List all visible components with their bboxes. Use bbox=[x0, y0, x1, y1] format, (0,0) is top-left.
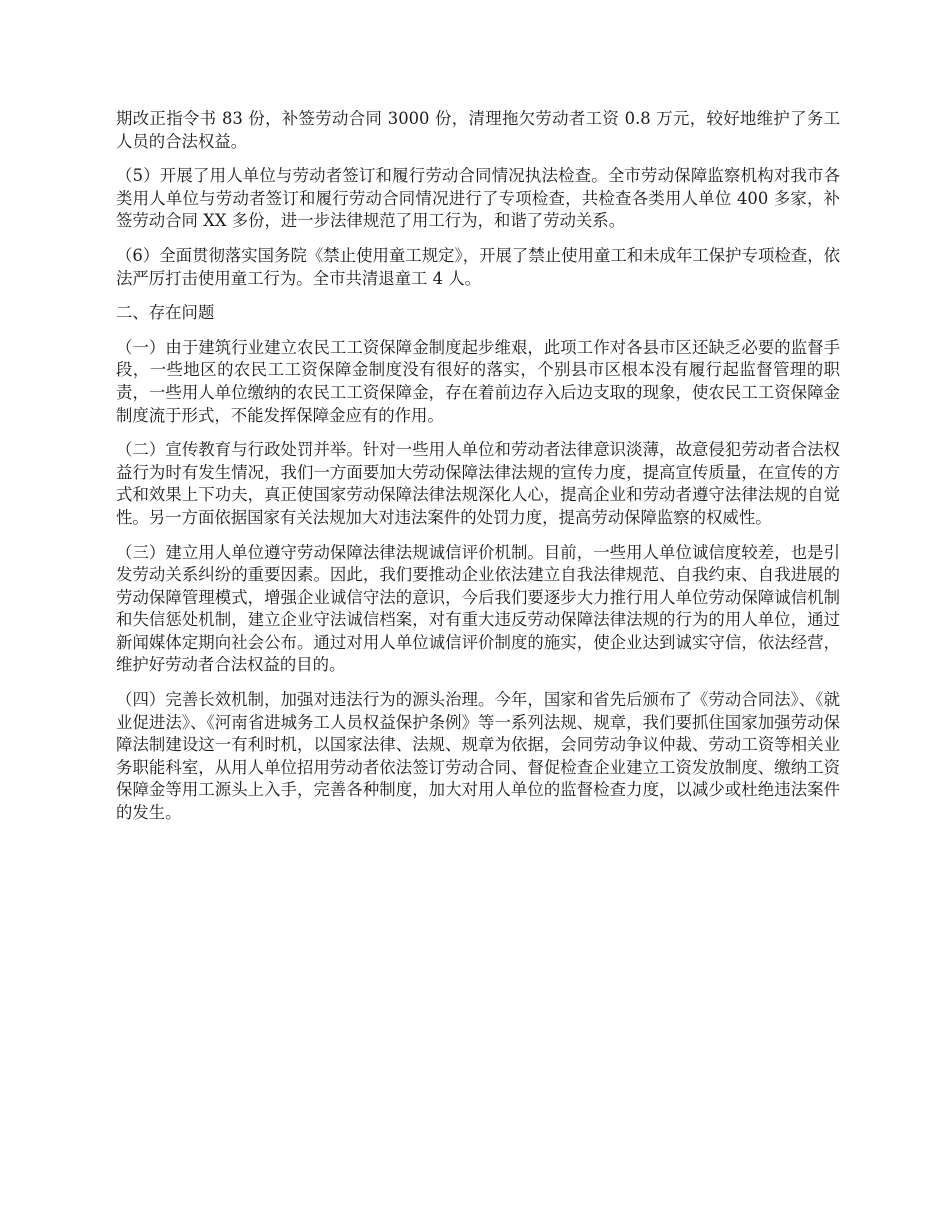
paragraph-continuation: 期改正指令书 83 份，补签劳动合同 3000 份，清理拖欠劳动者工资 0.8 万元，较好地维护了务工人员的合法权益。 bbox=[116, 109, 840, 151]
paragraph-problem-2: （二）宣传教育与行政处罚并举。针对一些用人单位和劳动者法律意识淡薄，故意侵犯劳动者合法权益行为时有发生情况，我们一方面要加大劳动保障法律法规的宣传力度，提高宣传质量，在宣传的方式和效果上下功夫，真正使国家劳动保障法律法规深化人心，提高企业和劳动者遵守法律法规的自觉性。另一方面依据国家有关法规加大对违法案件的处罚力度，提高劳动保障监察的权威性。 bbox=[116, 440, 840, 527]
section-heading-problems: 二、存在问题 bbox=[116, 303, 215, 323]
paragraph-item-5: （5）开展了用人单位与劳动者签订和履行劳动合同情况执法检查。全市劳动保障监察机构对我市各类用人单位与劳动者签订和履行劳动合同情况进行了专项检查，共检查各类用人单位 400 多家，补签劳动合同 XX 多份，进一步法律规范了用工行为，和谐了劳动关系。 bbox=[116, 166, 840, 231]
paragraph-problem-4: （四）完善长效机制，加强对违法行为的源头治理。今年，国家和省先后颁布了《劳动合同法》、《就业促进法》、《河南省进城务工人员权益保护条例》等一系列法规、规章，我们要抓住国家加强劳动保障法制建设这一有利时机，以国家法律、法规、规章为依据，会同劳动争议仲裁、劳动工资等相关业务职能科室，从用人单位招用劳动者依法签订劳动合同、督促检查企业建立工资发放制度、缴纳工资保障金等用工源头上入手，完善各种制度，加大对用人单位的监督检查力度，以减少或杜绝违法案件的发生。 bbox=[116, 690, 840, 823]
paragraph-problem-3: （三）建立用人单位遵守劳动保障法律法规诚信评价机制。目前，一些用人单位诚信度较差，也是引发劳动关系纠纷的重要因素。因此，我们要推动企业依法建立自我法律规范、自我约束、自我进展的劳动保障管理模式，增强企业诚信守法的意识，今后我们要逐步大力推行用人单位劳动保障诚信机制和失信惩处机制，建立企业守法诚信档案，对有重大违反劳动保障法律法规的行为的用人单位，通过新闻媒体定期向社会公布。通过对用人单位诚信评价制度的施实，使企业达到诚实守信，依法经营，维护好劳动者合法权益的目的。 bbox=[116, 542, 840, 675]
paragraph-problem-1: （一）由于建筑行业建立农民工工资保障金制度起步维艰，此项工作对各县市区还缺乏必要的监督手段，一些地区的农民工工资保障金制度没有很好的落实，个别县市区根本没有履行起监督管理的职责，一些用人单位缴纳的农民工工资保障金，存在着前边存入后边支取的现象，使农民工工资保障金制度流于形式，不能发挥保障金应有的作用。 bbox=[116, 337, 840, 425]
paragraph-item-6: （6）全面贯彻落实国务院《禁止使用童工规定》，开展了禁止使用童工和未成年工保护专项检查，依法严厉打击使用童工行为。全市共清退童工 4 人。 bbox=[116, 245, 840, 288]
document-body bbox=[116, 108, 840, 837]
